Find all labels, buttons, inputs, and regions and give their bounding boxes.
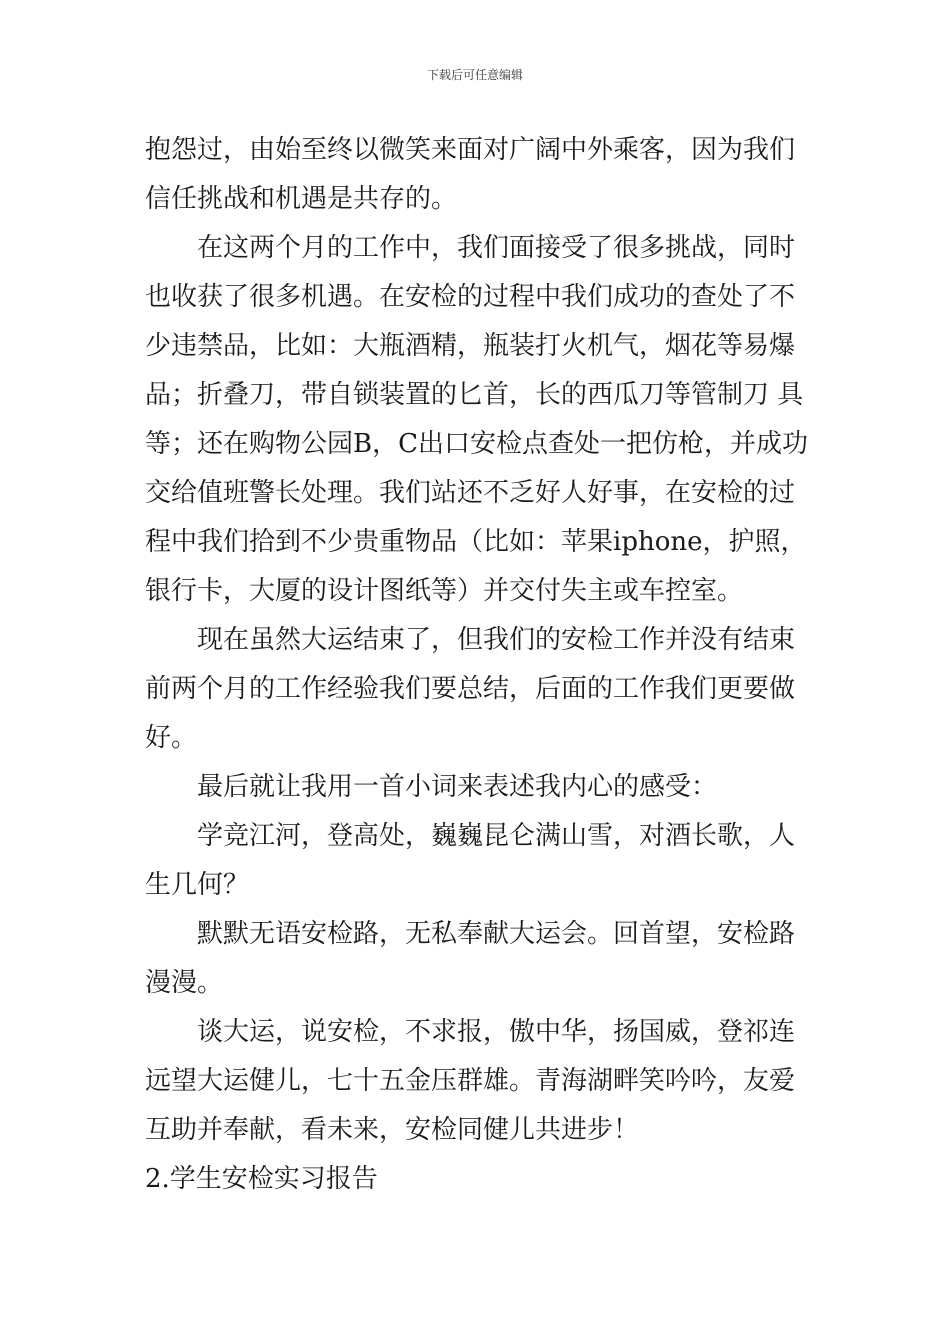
- text-line: 互助并奉献，看未来，安检同健儿共进步！: [145, 1115, 640, 1145]
- text-line: 默默无语安检路，无私奉献大运会。回首望，安检路: [197, 919, 796, 949]
- text-line: 交给值班警长处理。我们站还不乏好人好事，在安检的过: [145, 478, 796, 508]
- header-note: 下载后可任意编辑: [426, 68, 523, 82]
- section-heading: 2.学生安检实习报告: [145, 1164, 378, 1194]
- text-line: 谈大运，说安检，不求报，傲中华，扬国威，登祁连: [197, 1017, 796, 1047]
- text-line: 最后就让我用一首小词来表述我内心的感受：: [197, 772, 718, 802]
- text-line: 好。: [145, 723, 198, 753]
- text-line: 少违禁品，比如：大瓶酒精，瓶装打火机气，烟花等易爆: [145, 331, 796, 361]
- text-line: 生几何？: [145, 870, 250, 900]
- text-line: 现在虽然大运结束了，但我们的安检工作并没有结束: [197, 625, 796, 655]
- text-line: 学竞江河，登高处，巍巍昆仑满山雪，对酒长歌，人: [197, 821, 796, 851]
- text-line: 信任挑战和机遇是共存的。: [145, 184, 458, 214]
- document-body: [145, 126, 810, 1204]
- text-line: 抱怨过，由始至终以微笑来面对广阔中外乘客，因为我们: [145, 135, 796, 165]
- text-line: 在这两个月的工作中，我们面接受了很多挑战，同时: [197, 233, 796, 263]
- text-line: 等；还在购物公园B，C出口安检点查处一把仿枪，并成功: [145, 429, 809, 459]
- text-line: 也收获了很多机遇。在安检的过程中我们成功的查处了不: [145, 282, 796, 312]
- text-line: 品；折叠刀，带自锁装置的匕首，长的西瓜刀等管制刀 具: [145, 380, 804, 410]
- text-line: 前两个月的工作经验我们要总结，后面的工作我们更要做: [145, 674, 796, 704]
- text-line: 远望大运健儿，七十五金压群雄。青海湖畔笑吟吟，友爱: [145, 1066, 796, 1096]
- text-line: 程中我们拾到不少贵重物品（比如：苹果iphone，护照，: [145, 527, 807, 557]
- text-line: 漫漫。: [145, 968, 224, 998]
- text-line: 银行卡，大厦的设计图纸等）并交付失主或车控室。: [145, 576, 744, 606]
